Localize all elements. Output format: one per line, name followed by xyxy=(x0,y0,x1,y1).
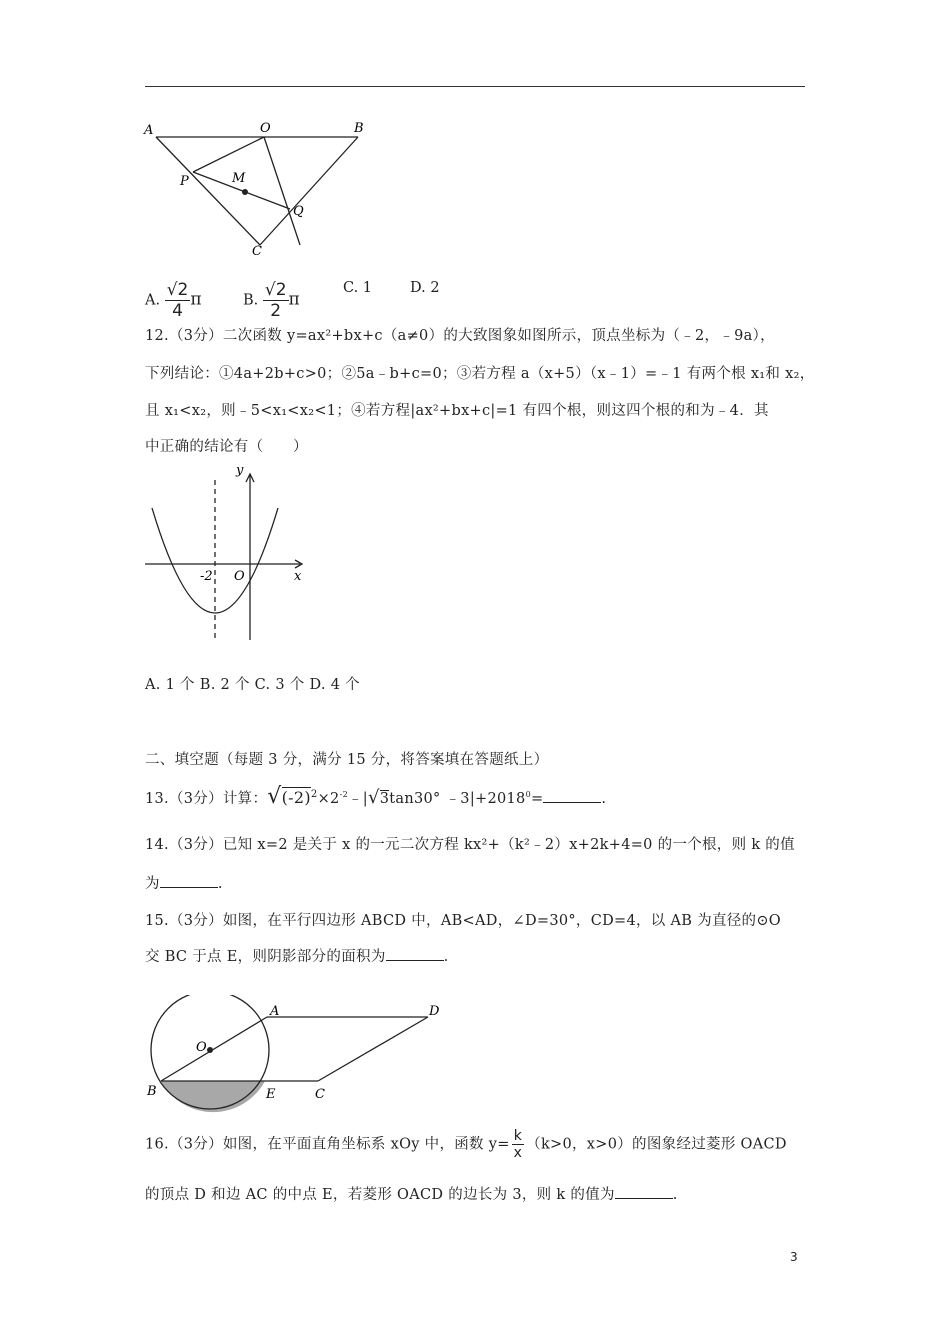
q14-answer-blank xyxy=(160,887,218,888)
axis-label-y: y xyxy=(236,463,244,478)
figure-q12 xyxy=(140,460,320,645)
label-o: O xyxy=(260,121,271,136)
q13-answer-blank xyxy=(543,802,601,803)
q11-option-c: C. 1 xyxy=(343,280,373,296)
shaded-region xyxy=(161,1081,265,1112)
q11-option-b: B. $\frac{√2}{2}$ π xyxy=(243,280,300,321)
q12-line-3: 且 x₁<x₂，则﹣5<x₁<x₂<1；④若方程|ax²+bx+c|=1 有四个根，则这四个根的和为﹣4．其 xyxy=(145,403,769,419)
point-m-dot xyxy=(242,189,248,195)
q15-line-1: 15.（3分）如图，在平行四边形 ABCD 中，AB<AD，∠D=30°，CD=4，以 AB 为直径的⊙O xyxy=(145,913,781,929)
q14-line-1: 14.（3分）已知 x=2 是关于 x 的一元二次方程 kx²+（k²﹣2）x+2k+4=0 的一个根，则 k 的值 xyxy=(145,837,795,853)
q12-options: A. 1 个 B. 2 个 C. 3 个 D. 4 个 xyxy=(145,677,360,693)
label-a: A xyxy=(144,123,154,138)
label-c: C xyxy=(252,244,262,259)
q12-line-2: 下列结论：①4a+2b+c>0；②5a﹣b+c=0；③若方程 a（x+5）（x﹣1）=﹣1 有两个根 x₁和 x₂， xyxy=(145,366,815,382)
axis-label-x: x xyxy=(294,569,302,584)
q15-answer-blank xyxy=(386,960,444,961)
label-a: A xyxy=(270,1004,280,1019)
q12-line-4: 中正确的结论有（ ） xyxy=(145,439,308,455)
label-b: B xyxy=(147,1084,157,1099)
origin-label: O xyxy=(234,569,245,584)
label-p: P xyxy=(180,174,189,189)
q16-line-1: 16.（3分）如图，在平面直角坐标系 xOy 中，函数 y= $\frac{k}{x}$ （k>0，x>0）的图象经过菱形 OACD xyxy=(145,1128,787,1161)
label-o: O xyxy=(196,1040,207,1055)
header-rule xyxy=(145,86,805,87)
q15-line-2: 交 BC 于点 E，则阴影部分的面积为 . xyxy=(145,949,449,965)
label-b: B xyxy=(354,121,364,136)
q11-option-a: A. $\frac{√2}{4}$ π xyxy=(145,280,202,321)
label-d: D xyxy=(429,1004,440,1019)
label-q: Q xyxy=(293,204,304,219)
figure-q11 xyxy=(140,115,380,265)
label-c: C xyxy=(315,1087,325,1102)
label-e: E xyxy=(266,1087,276,1102)
q16-line-2: 的顶点 D 和边 AC 的中点 E，若菱形 OACD 的边长为 3，则 k 的值为 . xyxy=(145,1187,678,1203)
section-2-title: 二、填空题（每题 3 分，满分 15 分，将答案填在答题纸上） xyxy=(145,752,549,768)
q13-line: 13.（3分）计算：$√(-2)^2\times 2^{-2}﹣|√3\tan 30^\circ$ $﹣3|+2018^0=$ . xyxy=(145,784,607,809)
q16-answer-blank xyxy=(615,1198,673,1199)
q14-line-2: 为 . xyxy=(145,876,223,892)
q12-line-1: 12.（3分）二次函数 y=ax²+bx+c（a≠0）的大致图象如图所示，顶点坐标为（﹣2，﹣9a）， xyxy=(145,328,775,344)
q11-option-d: D. 2 xyxy=(410,280,440,296)
tick-label-neg2: -2 xyxy=(200,569,213,584)
page-number: 3 xyxy=(790,1250,798,1264)
figure-q15 xyxy=(140,995,460,1115)
label-m: M xyxy=(232,171,246,186)
